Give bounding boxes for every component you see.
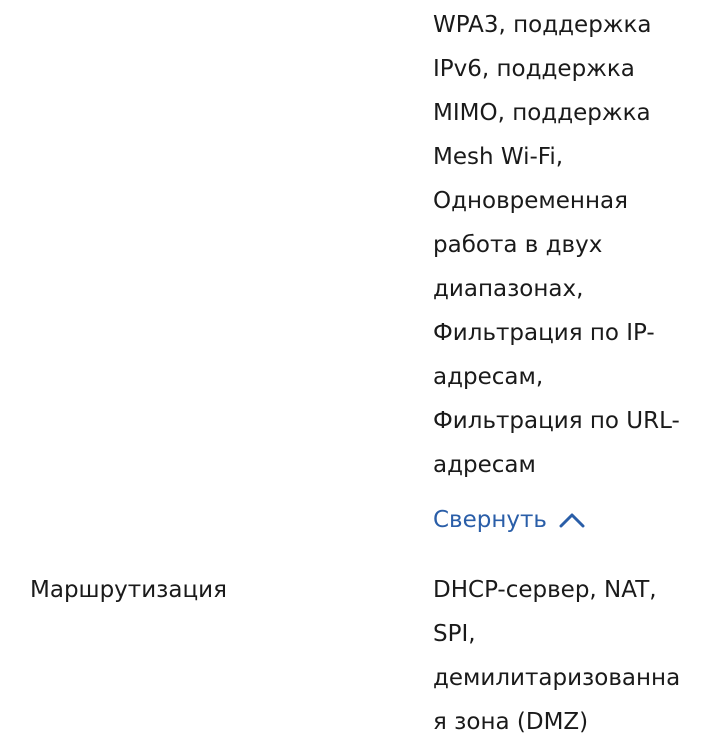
features-value-line: Фильтрация по IP- <box>433 320 655 346</box>
features-value-line: WPA3, поддержка <box>433 12 652 38</box>
features-value-line: диапазонах, <box>433 276 584 302</box>
routing-value-line: я зона (DMZ) <box>433 709 589 735</box>
collapse-label: Свернуть <box>433 507 547 533</box>
routing-value-line: SPI, <box>433 621 476 647</box>
features-value-line: Фильтрация по URL- <box>433 408 680 434</box>
features-value-line: работа в двух <box>433 232 603 258</box>
routing-value-line: DHCP-сервер, NAT, <box>433 577 657 603</box>
routing-value <box>433 568 718 744</box>
features-value-line: адресам <box>433 452 536 478</box>
chevron-up-icon <box>559 512 585 528</box>
features-value-line: адресам, <box>433 364 544 390</box>
collapse-button[interactable] <box>433 502 585 538</box>
features-value-line: Одновременная <box>433 188 628 214</box>
routing-value-line: демилитаризованна <box>433 665 681 691</box>
features-value-line: Mesh Wi-Fi, <box>433 144 564 170</box>
routing-label: Маршрутизация <box>30 577 227 603</box>
features-value <box>433 3 718 487</box>
features-value-line: MIMO, поддержка <box>433 100 651 126</box>
features-value-line: IPv6, поддержка <box>433 56 635 82</box>
